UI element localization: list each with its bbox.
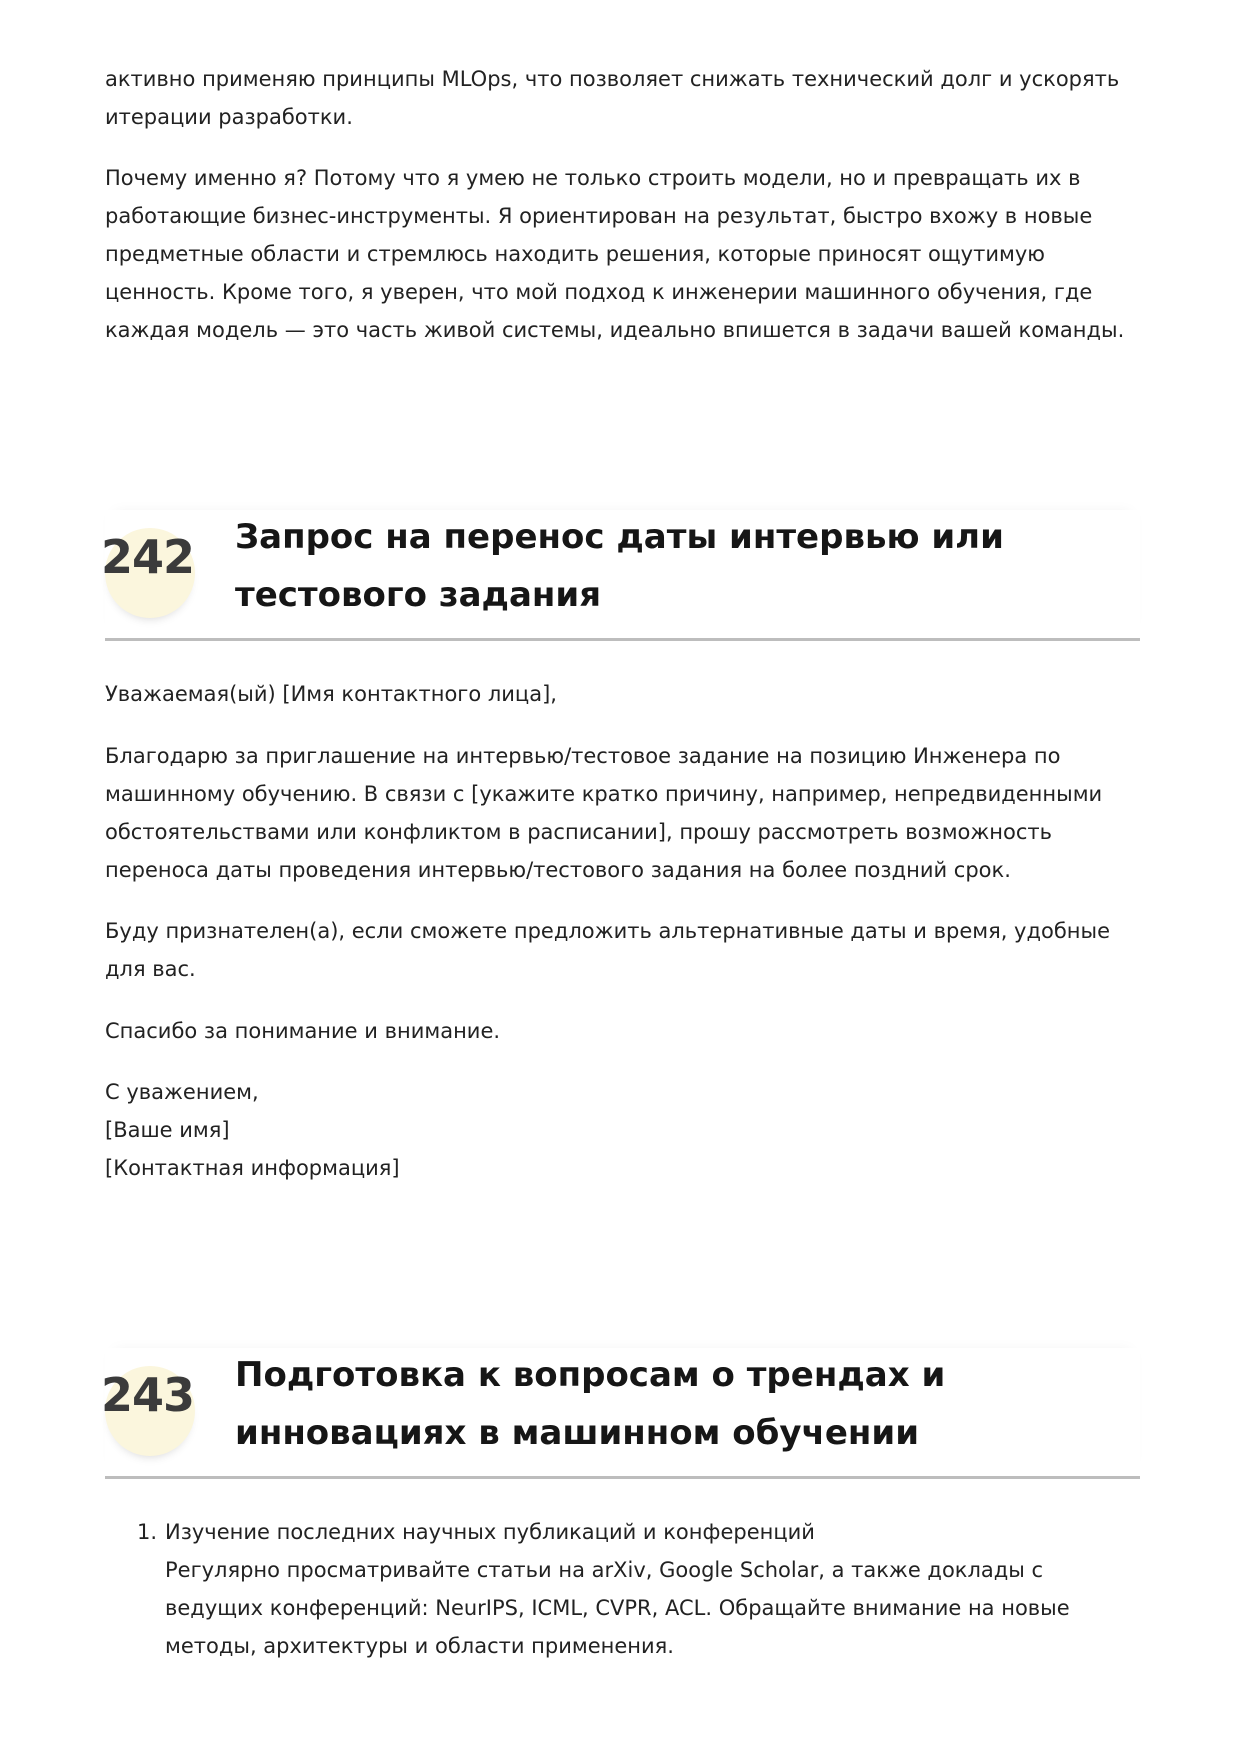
signature-contact: [Контактная информация] (105, 1156, 400, 1180)
section-243-header (101, 1348, 1140, 1479)
intro-paragraph-2: Почему именно я? Потому что я умею не только строить модели, но и превращать их в работающие бизнес-инструменты. Я ориентирован на результат, быстро вхожу в новые предметные области и стремлюсь находить решения, которые приносят ощутимую ценность. Кроме того, я уверен, что мой подход к инженерии машинного обучения, где каждая модель — это часть живой системы, идеально впишется в задачи вашей команды. (105, 166, 1125, 342)
list-item-body (165, 1513, 1140, 1665)
letter-signature (105, 1073, 1140, 1187)
list-item-heading: Изучение последних научных публикаций и конференций (165, 1520, 815, 1544)
letter-paragraph-2: Буду признателен(а), если сможете предложить альтернативные даты и время, удобные для вас. (105, 919, 1111, 981)
letter-paragraph-1: Благодарю за приглашение на интервью/тестовое задание на позицию Инженера по машинному обучению. В связи с [укажите кратко причину, например, непредвиденными обстоятельствами или конфликтом в расписании], прошу рассмотреть возможность переноса даты проведения интервью/тестового задания на более поздний срок. (105, 744, 1103, 882)
list-item (105, 1513, 1140, 1665)
list-item-text: Регулярно просматривайте статьи на arXiv, Google Scholar, а также доклады с ведущих конференций: NeurIPS, ICML, CVPR, ACL. Обращайте внимание на новые методы, архитектуры и области применения. (165, 1558, 1070, 1658)
section-242-header (101, 510, 1140, 641)
ordered-list (105, 1513, 1140, 1665)
intro-paragraph-1: активно применяю принципы MLOps, что позволяет снижать технический долг и ускорять итерации разработки. (105, 67, 1120, 129)
section-number: 242 (101, 530, 195, 584)
section-title: Запрос на перенос даты интервью или тестового задания (235, 517, 1004, 615)
letter-paragraph-3: Спасибо за понимание и внимание. (105, 1019, 501, 1043)
signature-name: [Ваше имя] (105, 1118, 230, 1142)
signature-closing: С уважением, (105, 1080, 259, 1104)
list-item-number: 1. (137, 1520, 158, 1544)
section-title: Подготовка к вопросам о трендах и инновациях в машинном обучении (235, 1355, 946, 1453)
section-number: 243 (101, 1368, 195, 1422)
letter-greeting: Уважаемая(ый) [Имя контактного лица], (105, 682, 557, 706)
